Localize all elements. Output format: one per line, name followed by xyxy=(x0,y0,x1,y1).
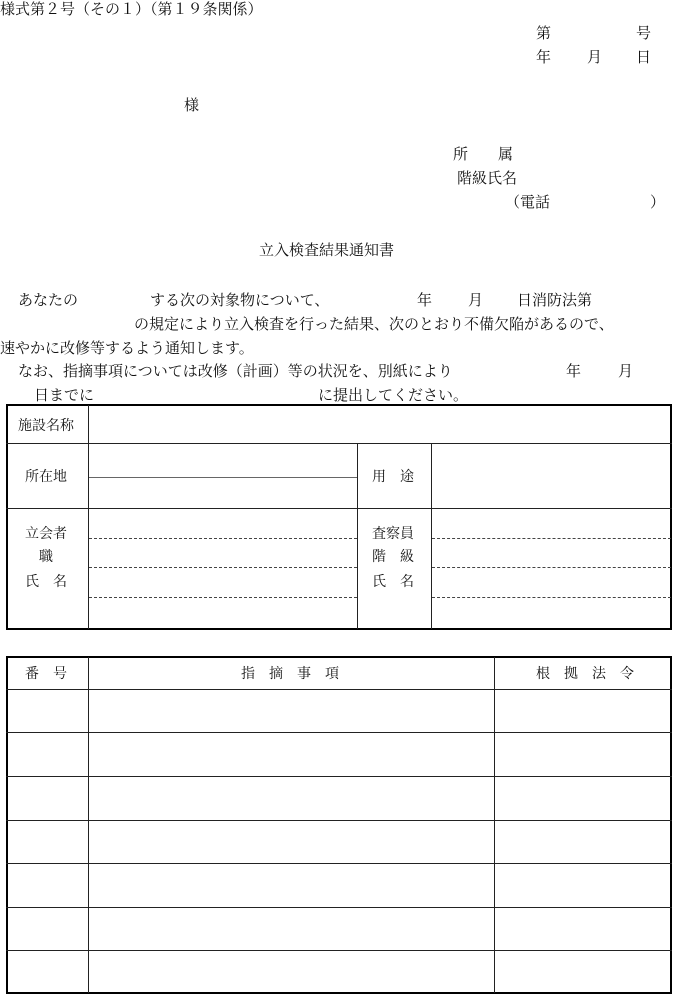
location-inner-line xyxy=(89,477,357,478)
facility-row-divider xyxy=(6,443,672,444)
findings-row-divider xyxy=(6,820,672,821)
facility-name-label: 施設名称 xyxy=(18,418,74,434)
body-line5-b: に提出してください。 xyxy=(318,386,469,404)
sender-phone-open: （電話 xyxy=(505,193,551,211)
body-line5-a: 日までに xyxy=(34,386,95,404)
body-line1-b: する次の対象物について、 xyxy=(150,291,330,309)
witness-title-label: 職 xyxy=(39,549,53,565)
col-number-header: 番 号 xyxy=(25,666,67,682)
findings-row-divider xyxy=(6,950,672,951)
witness-dashed-line xyxy=(89,597,357,598)
sender-phone-close: ） xyxy=(650,193,666,211)
date-day: 日 xyxy=(636,48,652,66)
witness-dashed-line xyxy=(89,538,357,539)
body-line4-month: 月 xyxy=(618,362,634,380)
facility-col-divider xyxy=(431,443,432,629)
sender-rank-name: 階級氏名 xyxy=(457,169,518,187)
doc-number-dai: 第 xyxy=(536,24,552,42)
facility-col-divider xyxy=(88,405,89,629)
facility-row-divider xyxy=(6,508,672,509)
findings-row-divider xyxy=(6,907,672,908)
document-title: 立入検査結果通知書 xyxy=(259,241,395,259)
date-year: 年 xyxy=(536,48,552,66)
body-line2: の規定により立入検査を行った結果、次のとおり不備欠陥があるので、 xyxy=(134,315,614,333)
findings-row-divider xyxy=(6,732,672,733)
body-line1-month: 月 xyxy=(468,291,484,309)
body-line1-a: あなたの xyxy=(18,291,79,309)
facility-col-divider xyxy=(357,443,358,629)
findings-row-divider xyxy=(6,689,672,690)
doc-number-go: 号 xyxy=(636,24,652,42)
sender-affiliation: 所 属 xyxy=(453,145,514,163)
body-line4-year: 年 xyxy=(566,362,582,380)
col-law-header: 根 拠 法 令 xyxy=(536,666,634,682)
inspector-dashed-line xyxy=(432,597,671,598)
body-line4-a: なお、指摘事項については改修（計画）等の状況を、別紙により xyxy=(18,362,453,380)
witness-dashed-line xyxy=(89,567,357,568)
findings-col-divider xyxy=(88,657,89,993)
inspector-label: 査察員 xyxy=(372,526,414,542)
body-line1-c: 日消防法第 xyxy=(517,291,593,309)
body-line1-year: 年 xyxy=(417,291,433,309)
findings-col-divider xyxy=(494,657,495,993)
inspector-dashed-line xyxy=(432,538,671,539)
body-line3: 速やかに改修等するよう通知します。 xyxy=(0,339,254,357)
col-finding-header: 指 摘 事 項 xyxy=(241,666,339,682)
date-month: 月 xyxy=(587,48,603,66)
findings-row-divider xyxy=(6,863,672,864)
location-label: 所在地 xyxy=(25,469,67,485)
inspector-name-label: 氏 名 xyxy=(372,574,414,590)
witness-name-label: 氏 名 xyxy=(25,574,67,590)
findings-table xyxy=(6,656,672,994)
witness-label: 立会者 xyxy=(25,526,67,542)
usage-label: 用 途 xyxy=(372,469,414,485)
inspector-dashed-line xyxy=(432,567,671,568)
form-number-header: 様式第２号（その１）（第１９条関係） xyxy=(0,0,263,18)
inspector-rank-label: 階 級 xyxy=(372,549,414,565)
findings-row-divider xyxy=(6,776,672,777)
addressee-suffix: 様 xyxy=(184,96,200,114)
